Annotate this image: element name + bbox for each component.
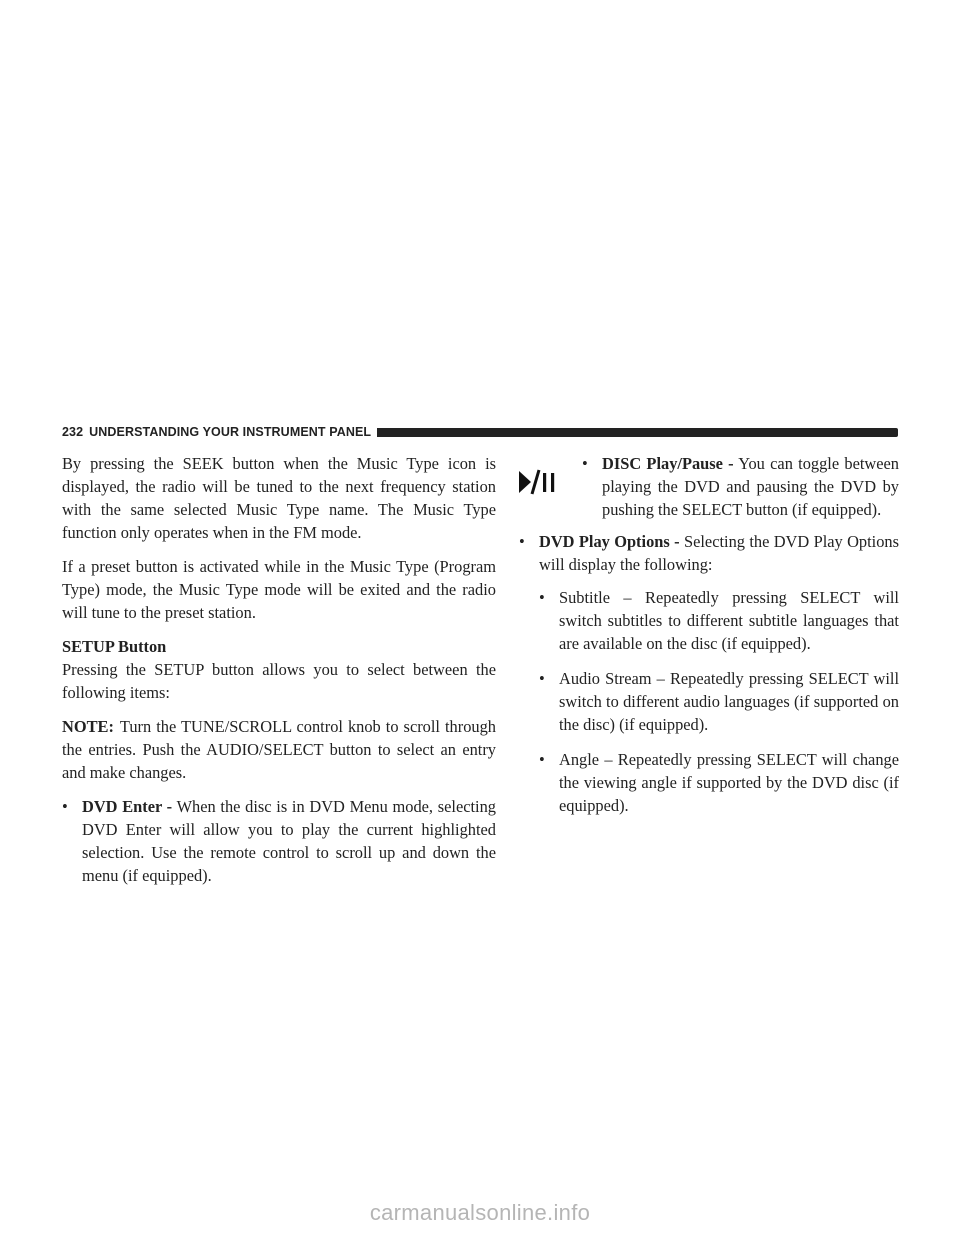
list-item-disc-play-pause (519, 452, 899, 521)
paragraph-preset-button: If a preset button is activated while in the Music Type (Program Type) mode, the Music Type mode will be exited and the radio will tune to the preset station. (62, 557, 496, 622)
list-item-angle (539, 748, 899, 817)
dvd-enter-title: DVD Enter - (82, 797, 173, 816)
page-number: 232 (62, 425, 84, 439)
setup-text: Pressing the SETUP button allows you to select between the following items: (62, 660, 496, 702)
bullet-dot: • (539, 669, 545, 688)
disc-play-pause-text: You can toggle between playing the DVD and pausing the DVD by pushing the SELECT button (if equipped). (602, 454, 899, 519)
dvd-play-options-sublist (539, 586, 899, 817)
list-item-dvd-play-options (519, 530, 899, 576)
note-label: NOTE: (62, 717, 114, 736)
note-paragraph (62, 715, 496, 784)
right-column (519, 452, 899, 829)
dvd-enter-text: When the disc is in DVD Menu mode, selecting DVD Enter will allow you to play the current highlighted selection. Use the remote control to scroll up and down the menu (if equipped). (82, 797, 496, 885)
header-rule (377, 428, 898, 437)
section-title: UNDERSTANDING YOUR INSTRUMENT PANEL (89, 425, 372, 439)
dvd-play-options-text: Selecting the DVD Play Options will display the following: (539, 532, 899, 574)
angle-text: Angle – Repeatedly pressing SELECT will change the viewing angle if supported by the DVD disc (if equipped). (559, 750, 899, 815)
list-item-audio-stream (539, 667, 899, 736)
left-column (62, 452, 496, 898)
bullet-dot: • (519, 532, 525, 551)
play-pause-icon (519, 452, 582, 521)
note-text: Turn the TUNE/SCROLL control knob to scroll through the entries. Push the AUDIO/SELECT button to select an entry and make changes. (62, 717, 496, 782)
list-item-subtitle (539, 586, 899, 655)
bullet-dot: • (539, 588, 545, 607)
page-header (62, 424, 898, 440)
audio-stream-text: Audio Stream – Repeatedly pressing SELECT will switch to different audio languages (if supported on the disc) (if equipped). (559, 669, 899, 734)
list-item-dvd-enter (62, 795, 496, 887)
setup-heading: SETUP Button (62, 637, 167, 656)
dvd-play-options-title: DVD Play Options - (539, 532, 680, 551)
watermark-footer: carmanualsonline.info (369, 1200, 591, 1225)
bullet-dot: • (539, 750, 545, 769)
paragraph-music-type-seek: By pressing the SEEK button when the Music Type icon is displayed, the radio will be tuned to the next frequency station with the same selected Music Type name. The Music Type function only operates when in the FM mode. (62, 454, 496, 542)
disc-play-pause-title: DISC Play/Pause - (602, 454, 734, 473)
bullet-dot: • (62, 797, 68, 816)
bullet-dot: • (582, 454, 588, 473)
subtitle-text: Subtitle – Repeatedly pressing SELECT will switch subtitles to different subtitle languages that are available on the disc (if equipped). (559, 588, 899, 653)
